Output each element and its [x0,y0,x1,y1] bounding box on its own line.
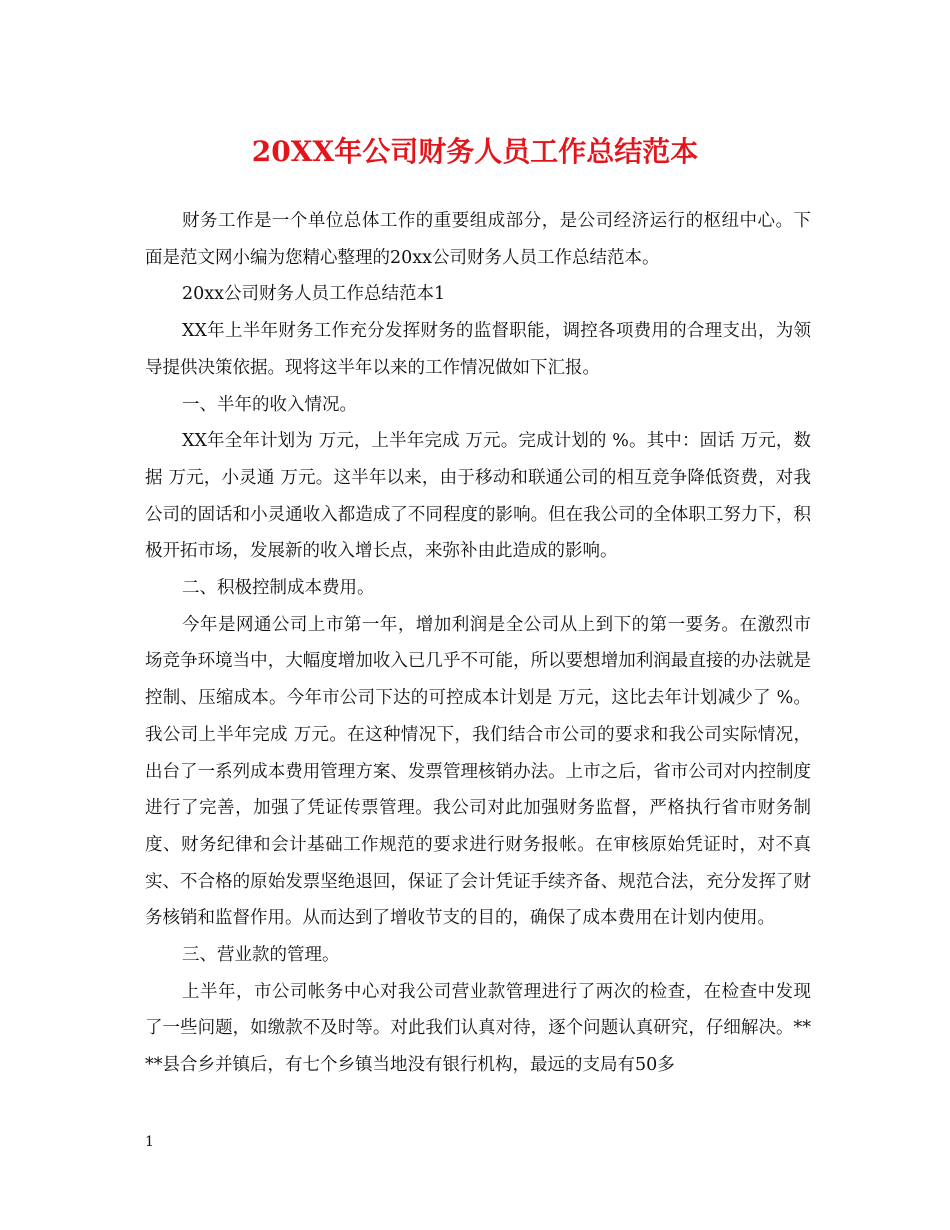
page-number: 1 [145,1134,154,1150]
paragraph-income: XX年全年计划为 万元，上半年完成 万元。完成计划的 %。其中：固话 万元，数据 万元，小灵通 万元。这半年以来，由于移动和联通公司的相互竞争降低资费，对我公司的固话和小灵通收入都造成了不同程度的影响。但在我公司的全体职工努力下，积极开拓市场，发展新的收入增长点，来弥补由此造成的影响。 [145,431,811,562]
document-title: 20XX年公司财务人员工作总结范本 [251,135,699,168]
section-heading-payments: 三、营业款的管理。 [182,945,340,966]
document-body [145,203,811,1084]
paragraph-payments: 上半年，市公司帐务中心对我公司营业款管理进行了两次的检查，在检查中发现了一些问题，如缴款不及时等。对此我们认真对待，逐个问题认真研究，仔细解决。****县合乡并镇后，有七个乡镇当地没有银行机构，最远的支局有50多 [145,981,811,1076]
paragraph-cost: 今年是网通公司上市第一年，增加利润是全公司从上到下的第一要务。在激烈市场竞争环境当中，大幅度增加收入已几乎不可能，所以要想增加利润最直接的办法就是控制、压缩成本。今年市公司下达的可控成本计划是 万元，这比去年计划减少了 %。我公司上半年完成 万元。在这种情况下，我们结合市公司的要求和我公司实际情况，出台了一系列成本费用管理方案、发票管理核销办法。上市之后，省市公司对内控制度进行了完善，加强了凭证传票管理。我公司对此加强财务监督，严格执行省市财务制度、财务纪律和会计基础工作规范的要求进行财务报帐。在审核原始凭证时，对不真实、不合格的原始发票坚绝退回，保证了会计凭证手续齐备、规范合法，充分发挥了财务核销和监督作用。从而达到了增收节支的目的，确保了成本费用在计划内使用。 [145,614,811,929]
paragraph-intro: 财务工作是一个单位总体工作的重要组成部分，是公司经济运行的枢纽中心。下面是范文网小编为您精心整理的20xx公司财务人员工作总结范本。 [145,211,811,268]
section-heading-income: 一、半年的收入情况。 [182,394,357,415]
paragraph-overview: XX年上半年财务工作充分发挥财务的监督职能，调控各项费用的合理支出，为领导提供决策依据。现将这半年以来的工作情况做如下汇报。 [145,321,811,378]
section-heading-cost: 二、积极控制成本费用。 [182,578,375,599]
paragraph-subtitle: 20xx公司财务人员工作总结范本1 [182,284,446,305]
